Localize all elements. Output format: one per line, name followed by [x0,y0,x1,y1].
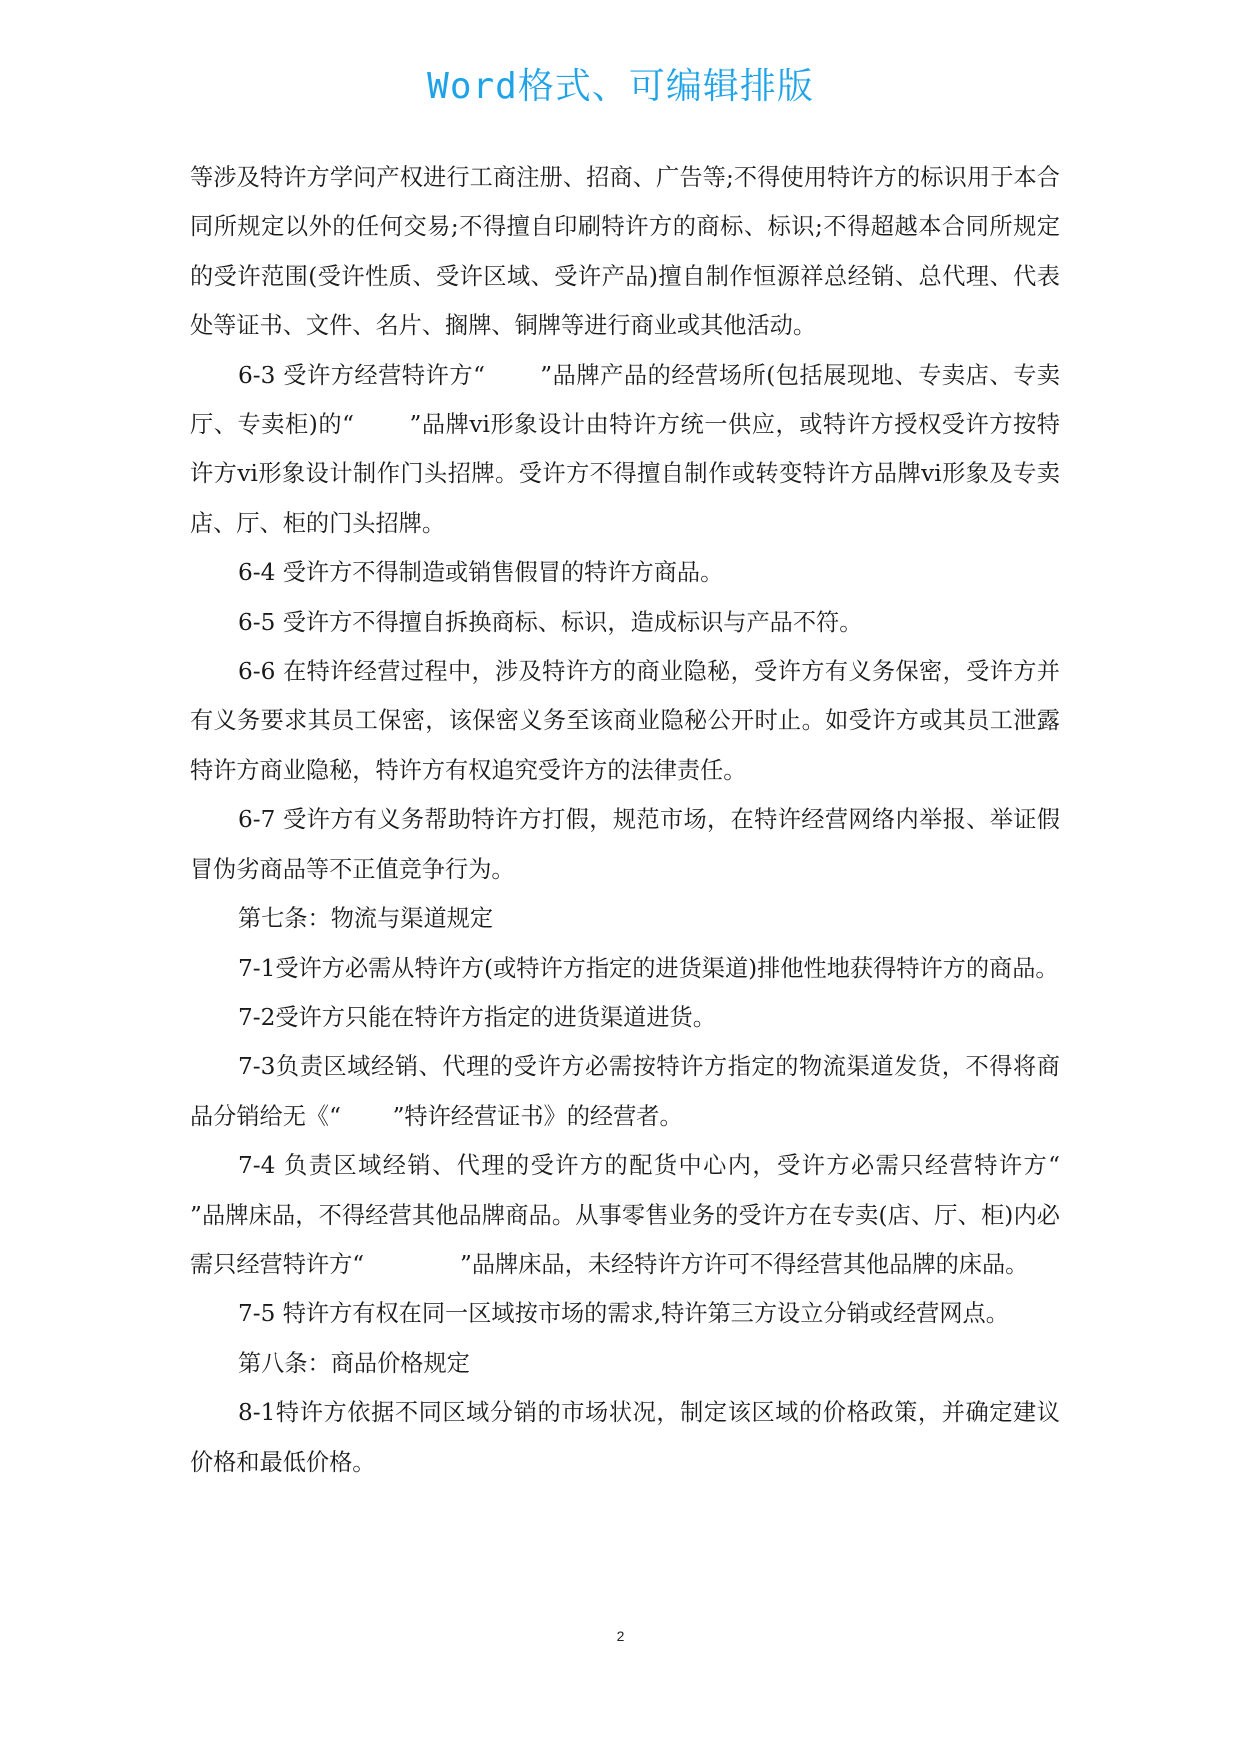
page-number: 2 [616,1628,625,1644]
paragraph: 等涉及特许方学问产权进行工商注册、招商、广告等;不得使用特许方的标识用于本合同所规定以外的任何交易;不得擅自印刷特许方的商标、标识;不得超越本合同所规定的受许范围(受许性质、受许区域、受许产品)擅自制作恒源祥总经销、总代理、代表处等证书、文件、名片、搁牌、铜牌等进行商业或其他活动。 [190,164,1060,340]
paragraph: 7-1受许方必需从特许方(或特许方指定的进货渠道)排他性地获得特许方的商品。 [238,954,1059,982]
paragraph: 7-5 特许方有权在同一区域按市场的需求,特许第三方设立分销或经营网点。 [238,1300,1009,1328]
paragraph: 6-6 在特许经营过程中，涉及特许方的商业隐秘，受许方有义务保密，受许方并有义务要求其员工保密，该保密义务至该商业隐秘公开时止。如受许方或其员工泄露特许方商业隐秘，特许方有权追究受许方的法律责任。 [190,658,1060,784]
document-body [190,153,1097,1487]
paragraph: 6-3 受许方经营特许方“ ”品牌产品的经营场所(包括展现地、专卖店、专卖厅、专卖柜)的“ ”品牌vi形象设计由特许方统一供应，或特许方授权受许方按特许方vi形象设计制作门头招牌。受许方不得擅自制作或转变特许方品牌vi形象及专卖店、厅、柜的门头招牌。 [190,361,1060,537]
section-heading: 第七条：物流与渠道规定 [238,905,494,933]
paragraph: 6-4 受许方不得制造或销售假冒的特许方商品。 [238,559,724,587]
page-header-title: Word格式、可编辑排版 [427,66,814,107]
paragraph: 6-5 受许方不得擅自拆换商标、标识，造成标识与产品不符。 [238,608,863,636]
paragraph: 7-4 负责区域经销、代理的受许方的配货中心内，受许方必需只经营特许方“ ”品牌床品，不得经营其他品牌商品。从事零售业务的受许方在专卖(店、厅、柜)内必需只经营特许方“ ”品牌床品，未经特许方许可不得经营其他品牌的床品。 [190,1152,1097,1278]
section-heading: 第八条：商品价格规定 [238,1349,470,1377]
paragraph: 6-7 受许方有义务帮助特许方打假，规范市场，在特许经营网络内举报、举证假冒伪劣商品等不正值竞争行为。 [190,806,1060,883]
paragraph: 8-1特许方依据不同区域分销的市场状况，制定该区域的价格政策，并确定建议价格和最低价格。 [190,1399,1060,1476]
paragraph: 7-3负责区域经销、代理的受许方必需按特许方指定的物流渠道发货，不得将商品分销给无《“ ”特许经营证书》的经营者。 [190,1053,1060,1130]
paragraph: 7-2受许方只能在特许方指定的进货渠道进货。 [238,1003,716,1031]
